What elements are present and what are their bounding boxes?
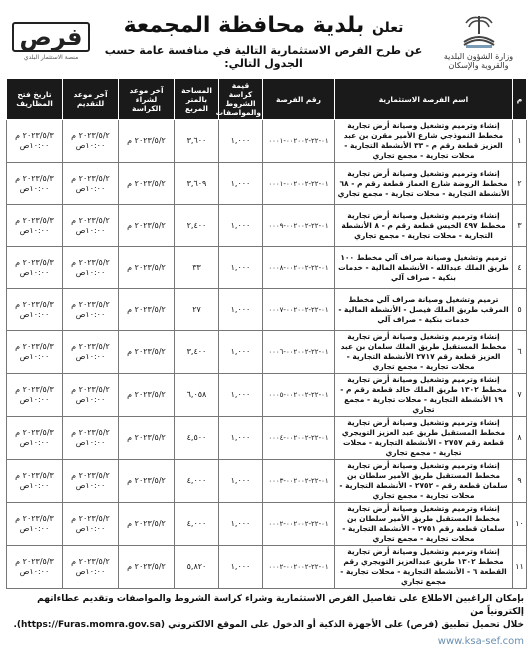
page-subtitle: عن طرح الفرص الاستثمارية التالية في منافسة عامة حسب الجدول التالي: [104,44,423,70]
cell-fee: ١,٠٠٠ [219,417,263,460]
cell-ref: ٠١-٢٢-٠٠٢٠٠٢-٠٠٠٤ [263,417,335,460]
cell-no: ٧ [513,374,527,417]
table-row [7,163,527,205]
cell-fee: ١,٠٠٠ [219,205,263,247]
column-header: اسم الفرصة الاستثمارية [335,79,513,120]
table-body [7,120,527,589]
cell-no: ٨ [513,417,527,460]
cell-open: ٢٠٢٣/٥/٣ م ١٠:٠٠ص [7,247,63,289]
cell-fee: ١,٠٠٠ [219,120,263,163]
cell-no: ٥ [513,289,527,331]
cell-ref: ٠١-٢٢-٠٠٢٠٠٢-٠٠٠٢ [263,503,335,546]
cell-submit: ٢٠٢٣/٥/٢ م ١٠:٠٠ص [63,503,119,546]
cell-submit: ٢٠٢٣/٥/٢ م ١٠:٠٠ص [63,374,119,417]
watermark: www.ksa-sef.com [437,636,524,647]
cell-area: ٣,٦٠٩ [175,163,219,205]
cell-open: ٢٠٢٣/٥/٣ م ١٠:٠٠ص [7,163,63,205]
cell-open: ٢٠٢٣/٥/٣ م ١٠:٠٠ص [7,120,63,163]
column-header: المساحة بالمتر المربع [175,79,219,120]
column-header: آخر موعد لشراء الكراسة [119,79,175,120]
cell-name: ترميم وتشغيل وصيانة صراف آلي مخطط المرقب طريق الملك فيصل - الأنشطة المالية - خدمات بنكية - صراف آلي [335,289,513,331]
furas-logo [6,6,96,76]
cell-open: ٢٠٢٣/٥/٣ م ١٠:٠٠ص [7,460,63,503]
column-header: تاريخ فتح المظاريف [7,79,63,120]
cell-ref: ٠١-٢٢-٠٠٢٠٠٢-٠٠٠٣ [263,460,335,503]
cell-open: ٢٠٢٣/٥/٣ م ١٠:٠٠ص [7,374,63,417]
cell-name: إنشاء وترميم وتشغيل وصيانة أرض تجارية مخطط النموذجي شارع الأمير مقرن بن عبد العزيز قطعة رقم م - ٣٣ الأنشطة التجارية - محلات تجارية - مجمع تجاري [335,120,513,163]
cell-submit: ٢٠٢٣/٥/٢ م ١٠:٠٠ص [63,247,119,289]
title-municipality: بلدية محافظة المجمعة [123,13,365,38]
ministry-logo-text: وزارة الشؤون البلدية والقروية والإسكان [443,52,514,70]
furas-logo-tagline: منصة الاستثمار البلدي [23,53,79,61]
footer-line-1: بإمكان الراغبين الاطلاع على تفاصيل الفرص الاستثمارية وشراء كراسة الشروط والمواصفات وتقديم عطاءاتهم إلكترونياً من [37,594,524,617]
cell-buy: ٢٠٢٣/٥/٢ م [119,546,175,589]
title-prefix: تعلن [371,20,404,36]
cell-no: ١٠ [513,503,527,546]
opportunities-table [6,78,527,589]
cell-no: ١ [513,120,527,163]
page-title [96,12,431,42]
footer-note [6,593,526,632]
cell-submit: ٢٠٢٣/٥/٢ م ١٠:٠٠ص [63,163,119,205]
cell-no: ٣ [513,205,527,247]
column-header: قيمة كراسة الشروط والمواصفات [219,79,263,120]
cell-name: إنشاء وترميم وتشغيل وصيانة أرض تجارية مخطط المستقبل طريق الأمير سلطان بن سلمان قطعة رقم ٢٧٥١ - الأنشطة التجارية - محلات تجارية - مجمع تجاري [335,503,513,546]
cell-submit: ٢٠٢٣/٥/٢ م ١٠:٠٠ص [63,546,119,589]
cell-area: ٢٧ [175,289,219,331]
table-row [7,247,527,289]
furas-logo-word: فرص [12,22,91,52]
table-row [7,546,527,589]
cell-fee: ١,٠٠٠ [219,289,263,331]
cell-buy: ٢٠٢٣/٥/٢ م [119,120,175,163]
cell-area: ٤,٠٠٠ [175,460,219,503]
cell-ref: ٠١-٢٢-٠٠٢٠٠٢-٠٠٠٩ [263,205,335,247]
cell-ref: ٠١-٢٢-٠٠٢٠٠٢-٠٠٠٧ [263,289,335,331]
palm-swords-emblem-icon [456,12,502,52]
cell-fee: ١,٠٠٠ [219,460,263,503]
cell-name: إنشاء وترميم وتشغيل وصيانة أرض تجارية مخطط المستقبل طريق الأمير سلطان بن سلمان قطعة رقم - ٢٧٥٢ - الأنشطة التجارية - محلات تجارية - مجمع تجاري [335,460,513,503]
cell-no: ٦ [513,331,527,374]
cell-fee: ١,٠٠٠ [219,247,263,289]
cell-ref: ٠١-٢٢-٠٠٢٠٠٢-٠٠٠٦ [263,331,335,374]
cell-buy: ٢٠٢٣/٥/٢ م [119,460,175,503]
cell-ref: ٠١-٢٢-٠٠٢٠٠٢-٠٠٠١ [263,120,335,163]
cell-submit: ٢٠٢٣/٥/٢ م ١٠:٠٠ص [63,460,119,503]
cell-name: ترميم وتشغيل وصيانة صراف آلي مخطط ١٠٠ طريق الملك عبدالله - الأنشطة المالية - خدمات بنكية - صراف آلي [335,247,513,289]
cell-fee: ١,٠٠٠ [219,503,263,546]
cell-buy: ٢٠٢٣/٥/٢ م [119,331,175,374]
cell-submit: ٢٠٢٣/٥/٢ م ١٠:٠٠ص [63,120,119,163]
cell-submit: ٢٠٢٣/٥/٢ م ١٠:٠٠ص [63,289,119,331]
cell-area: ٥,٨٢٠ [175,546,219,589]
cell-area: ٣,٦٠٠ [175,120,219,163]
footer-line-2: خلال تحميل تطبيق (فرص) على الأجهزة الذكية أو الدخول على الموقع الالكتروني (https://Furas.momra.gov.sa). [13,620,524,630]
cell-open: ٢٠٢٣/٥/٣ م ١٠:٠٠ص [7,417,63,460]
table-row [7,205,527,247]
cell-fee: ١,٠٠٠ [219,374,263,417]
cell-buy: ٢٠٢٣/٥/٢ م [119,374,175,417]
cell-submit: ٢٠٢٣/٥/٢ م ١٠:٠٠ص [63,205,119,247]
cell-name: إنشاء وترميم وتشغيل وصيانة أرض تجارية مخطط الروضة شارع العماز قطعة رقم م - ٦٨ الأنشطة التجارية - محلات تجارية - مجمع تجاري [335,163,513,205]
cell-buy: ٢٠٢٣/٥/٢ م [119,247,175,289]
cell-name: إنشاء وترميم وتشغيل وصيانة أرض تجارية مخطط المستقبل طريق الملك سلمان بن عبد العزيز قطعة رقم ٢٧١٧ الأنشطة التجارية - محلات تجارية - مجمع تجاري [335,331,513,374]
cell-name: إنشاء وترميم وتشغيل وصيانة أرض تجارية مخطط ١٣٠٢ طريق الملك خالد قطعة رقم م - ١٩ الأنشطة التجارية - محلات تجارية - مجمع تجاري [335,374,513,417]
cell-open: ٢٠٢٣/٥/٣ م ١٠:٠٠ص [7,503,63,546]
cell-open: ٢٠٢٣/٥/٣ م ١٠:٠٠ص [7,205,63,247]
cell-name: إنشاء وترميم وتشغيل وصيانة أرض تجارية مخطط ٤٩٧ الخيس قطعة رقم م - ٨ الأنشطة التجارية - محلات تجارية - مجمع تجاري [335,205,513,247]
cell-buy: ٢٠٢٣/٥/٢ م [119,417,175,460]
cell-buy: ٢٠٢٣/٥/٢ م [119,503,175,546]
cell-open: ٢٠٢٣/٥/٣ م ١٠:٠٠ص [7,289,63,331]
title-block [96,12,431,70]
table-row [7,460,527,503]
column-header: م [513,79,527,120]
cell-fee: ١,٠٠٠ [219,546,263,589]
cell-open: ٢٠٢٣/٥/٣ م ١٠:٠٠ص [7,331,63,374]
table-row [7,417,527,460]
cell-area: ٦,٠٥٨ [175,374,219,417]
cell-name: إنشاء وترميم وتشغيل وصيانة أرض تجارية مخطط المستقبل طريق عبد العزيز التويجري قطعة رقم ٢٧٥٧ - الأنشطة التجارية - محلات تجارية - مجمع تجاري [335,417,513,460]
cell-buy: ٢٠٢٣/٥/٢ م [119,289,175,331]
cell-buy: ٢٠٢٣/٥/٢ م [119,163,175,205]
cell-name: إنشاء وترميم وتشغيل وصيانة أرض تجارية مخطط ١٣٠٢ طريق عبدالعزيز التويجري رقم القطعة ٦ - الأنشطة التجارية - محلات تجارية - مجمع تجاري [335,546,513,589]
column-header: آخر موعد للتقديم [63,79,119,120]
cell-no: ٤ [513,247,527,289]
table-row [7,374,527,417]
cell-no: ١١ [513,546,527,589]
cell-area: ٤,٠٠٠ [175,503,219,546]
cell-area: ٣٣ [175,247,219,289]
table-header-row [7,79,527,120]
cell-buy: ٢٠٢٣/٥/٢ م [119,205,175,247]
cell-fee: ١,٠٠٠ [219,331,263,374]
cell-submit: ٢٠٢٣/٥/٢ م ١٠:٠٠ص [63,417,119,460]
cell-no: ٢ [513,163,527,205]
ministry-logo [431,6,526,76]
cell-area: ٢,٤٠٠ [175,205,219,247]
table-row [7,503,527,546]
cell-ref: ٠١-٢٢-٠٠٢٠٠٢-٠٠٠٢ [263,546,335,589]
cell-ref: ٠١-٢٢-٠٠٢٠٠٢-٠٠٠٥ [263,374,335,417]
cell-ref: ٠١-٢٢-٠٠٢٠٠٢-٠٠٠١ [263,163,335,205]
cell-submit: ٢٠٢٣/٥/٢ م ١٠:٠٠ص [63,331,119,374]
table-row [7,331,527,374]
cell-no: ٩ [513,460,527,503]
column-header: رقم الفرصة [263,79,335,120]
cell-ref: ٠١-٢٢-٠٠٢٠٠٢-٠٠٠٨ [263,247,335,289]
cell-area: ٤,٥٠٠ [175,417,219,460]
header [6,4,526,78]
cell-open: ٢٠٢٣/٥/٣ م ١٠:٠٠ص [7,546,63,589]
table-row [7,289,527,331]
cell-area: ٣,٤٠٠ [175,331,219,374]
cell-fee: ١,٠٠٠ [219,163,263,205]
table-row [7,120,527,163]
